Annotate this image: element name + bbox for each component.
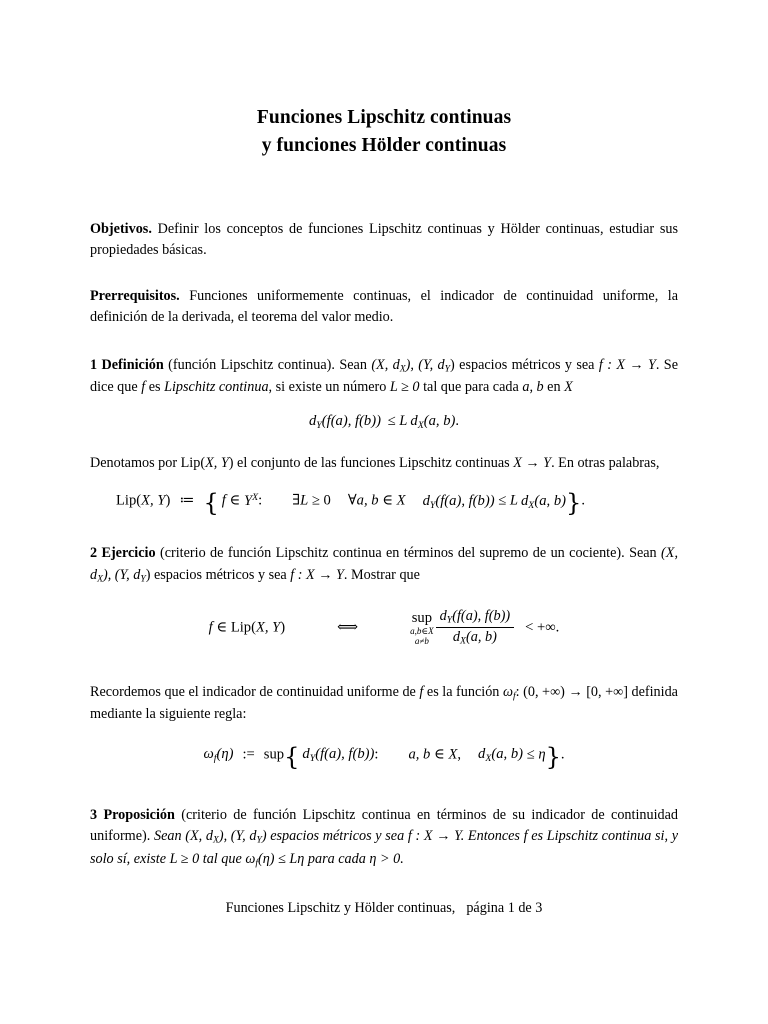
definicion-text-3: es — [145, 379, 165, 396]
constant-L: L ≥ 0 — [389, 379, 420, 396]
proposicion-number: 3 — [90, 806, 98, 823]
definicion-text-2: . Se dice que — [90, 356, 678, 396]
recordemos-text-2: es la función — [423, 683, 503, 700]
equation-lipschitz-condition: $d_Y(f(a)$, f(b)) ≤ L $d_X(a$, b). — [308, 412, 460, 431]
points-ab: a, b — [522, 379, 544, 396]
denotamos-text-3: . En otras palabras, — [551, 454, 660, 471]
document-page — [90, 0, 678, 1024]
ejercicio-spaces-3: ) espacios métricos y sea — [145, 566, 291, 583]
definicion-number: 1 — [90, 356, 98, 373]
prerrequisitos-label: Prerrequisitos. — [90, 287, 180, 304]
quotient-fraction — [436, 608, 515, 646]
ejercicio-text-2: . Mostrar que — [343, 566, 420, 583]
footer-title: Funciones Lipschitz y Hölder continuas, — [225, 900, 456, 916]
equation-lip-set-definition: Lip(X, Y) ≔ { f ∈ $Y^X$: ∃L ≥ 0 ∀a, b ∈ X $d_Y(f(a)$, f(b)) ≤ L $d_X(a$, b)}. — [116, 489, 585, 518]
definicion-label: Definición — [101, 356, 164, 373]
recordemos-f: f — [419, 683, 424, 700]
prerrequisitos-paragraph — [90, 286, 678, 329]
title-line-1: Funciones Lipschitz continuas — [256, 107, 512, 128]
denotamos-text-2: el conjunto de las funciones Lipschitz continuas — [233, 454, 514, 471]
ejercicio-function-decl: f : X → Y — [290, 566, 344, 583]
function-f-decl: f : X → Y — [598, 356, 656, 373]
definicion-paragraph — [90, 355, 678, 399]
omega-function: $\omega_f$ — [502, 683, 516, 702]
iff-symbol: ⟺ — [337, 619, 359, 636]
map-arrow-XY: X → Y — [513, 454, 552, 471]
equation-sup-criterion: f ∈ Lip(X, Y) ⟺ sup a,b∈X a≠b $\frac{d_Y(f(a), f(b))}{d_X(a, b)}$ < +∞. — [208, 608, 560, 647]
proposicion-text-1: (criterio de función Lipschitz continua en términos de su indicador de continuidad uniforme). — [90, 806, 679, 845]
prerrequisitos-text: Funciones uniformemente continuas, el indicador de continuidad uniforme, la definición de la derivada, el teorema del valor medio. — [90, 287, 678, 326]
proposicion-paragraph — [90, 805, 678, 871]
objetivos-text: Definir los conceptos de funciones Lipschitz continuas y Hölder continuas, estudiar sus propiedades básicas. — [90, 220, 678, 259]
emphasis-lipschitz-continua: Lipschitz continua — [164, 379, 269, 396]
footer-page-number: página 1 de 3 — [466, 900, 543, 916]
set-X: X — [564, 379, 573, 396]
omega-assign: := — [242, 746, 255, 763]
proposicion-label: Proposición — [103, 806, 175, 823]
definicion-intro: (función Lipschitz continua). Sean — [163, 356, 372, 373]
ejercicio-number: 2 — [90, 545, 98, 562]
objetivos-label: Objetivos. — [90, 220, 152, 237]
sup-rhs: < +∞. — [525, 619, 560, 636]
title-line-2: y funciones Hölder continuas — [261, 135, 507, 157]
ejercicio-paragraph — [90, 543, 678, 587]
metric-space-X: (X, $d_X$), (Y, $d_Y$ — [371, 356, 451, 375]
definicion-text-5: tal que para cada — [419, 379, 523, 396]
equation-omega-definition: $\omega_f(\eta)$ := sup{ $d_Y(f(a)$, f(b)): a, b ∈ X, $d_X(a$, b) ≤ η}. — [203, 742, 565, 771]
fraction-numerator: $d_Y(f(a)$, f(b)) — [436, 608, 515, 628]
page-footer — [90, 900, 678, 917]
page-title — [90, 104, 678, 161]
recordemos-text-1: Recordemos que el indicador de continuidad uniforme de — [90, 683, 420, 700]
denotamos-text-1: Denotamos por — [90, 454, 181, 471]
supremum-operator: sup a,b∈X a≠b — [410, 609, 434, 646]
recordemos-paragraph — [90, 682, 678, 726]
proposicion-statement: Sean (X, $d_X$), (Y, $d_Y$) espacios métricos y sea f : X → Y. Entonces f es Lipschitz continua si, y solo sí, existe L ≥ 0 tal que $\omega_f(\eta) \le L\eta$ para cada η > 0. — [90, 828, 678, 869]
ejercicio-label: Ejercicio — [101, 545, 156, 562]
fraction-denominator: $d_X(a$, b) — [452, 629, 497, 647]
definicion-text-6: en — [543, 379, 565, 396]
lip-set-notation: Lip(X, Y) — [180, 454, 234, 471]
denotamos-paragraph — [90, 453, 678, 475]
recordemos-text-3: : (0, +∞) → [0, +∞] definida mediante la siguiente regla: — [90, 683, 678, 723]
assign-symbol: ≔ — [179, 492, 195, 509]
ejercicio-metric-spaces: (X, $d_X$), (Y, $d_Y$ — [90, 545, 678, 585]
definicion-text-spaces: ) espacios métricos y sea — [450, 356, 599, 373]
ejercicio-text-1: (criterio de función Lipschitz continua en términos del supremo de un cociente). Sean — [155, 545, 662, 562]
omega-sup-label: sup — [263, 746, 285, 763]
symbol-f: f — [141, 379, 146, 396]
definicion-text-4: , si existe un número — [268, 379, 390, 396]
objetivos-paragraph — [90, 219, 678, 262]
